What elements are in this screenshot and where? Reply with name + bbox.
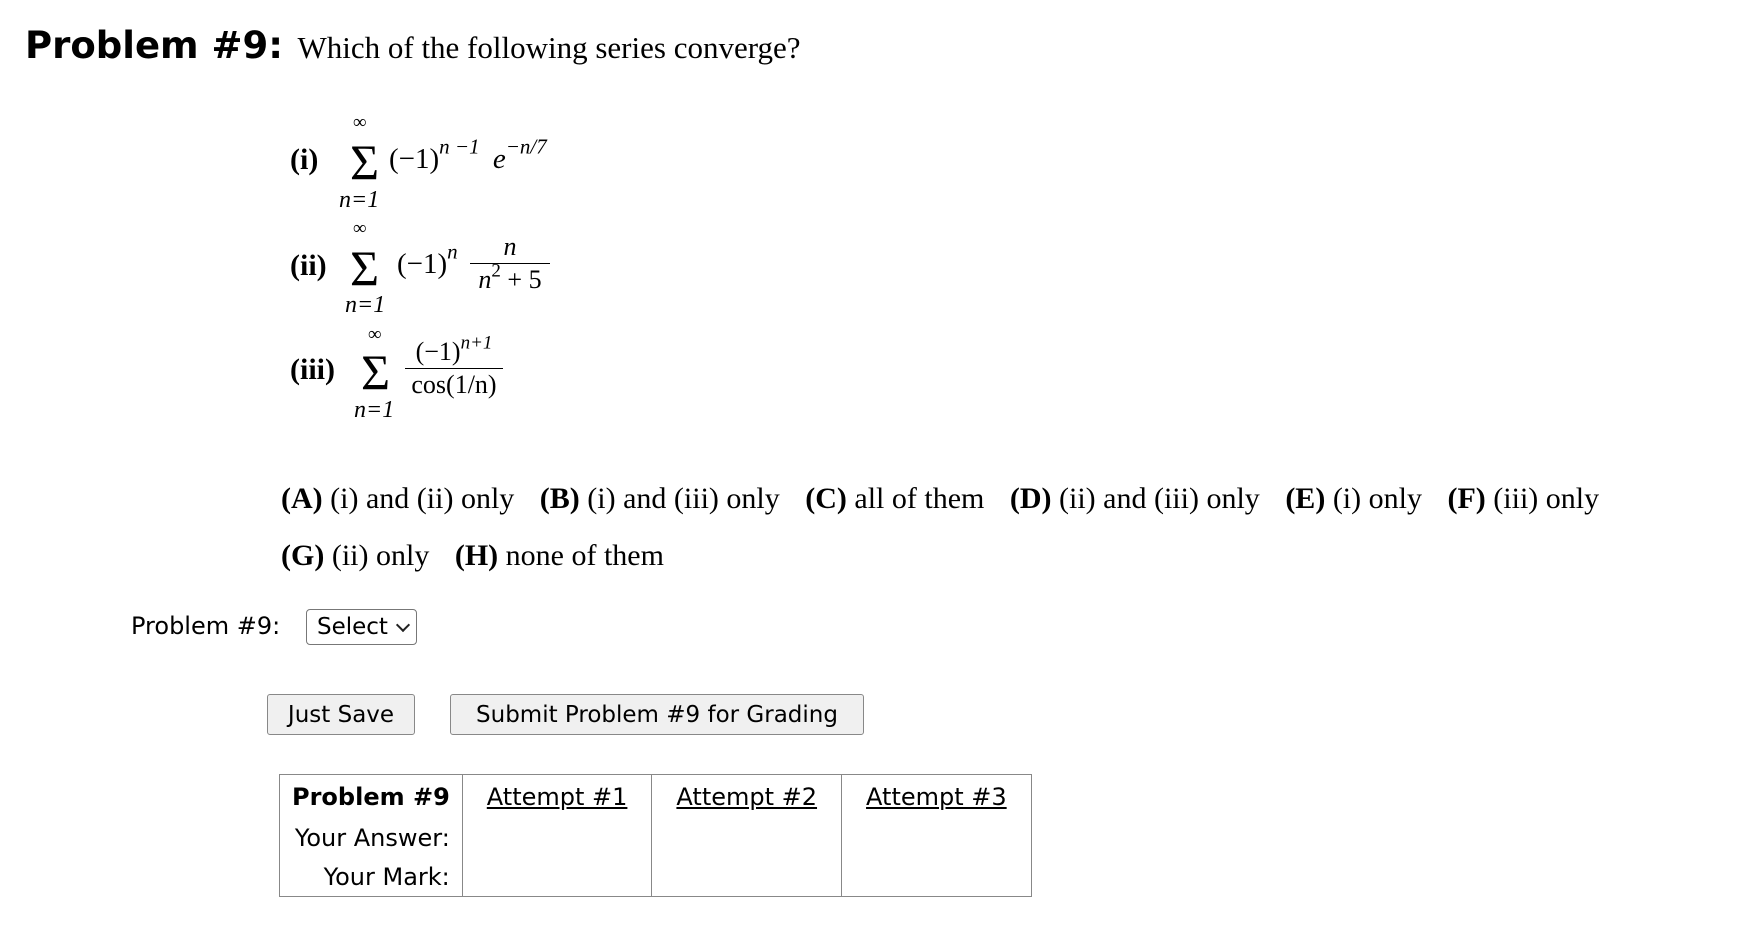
series-i-base: (−1) [389,143,440,175]
attempt-3-link[interactable]: Attempt #3 [866,782,1007,811]
series-ii-lower-limit: n=1 [345,292,386,318]
series-i-term [389,134,547,176]
choice-e: (E) (i) only [1285,482,1422,515]
attempt-3-mark [842,857,1032,897]
answer-select-value: Select [317,614,388,640]
series-iii-num-base: (−1) [415,337,461,366]
series-i-exponent: n −1 [439,134,480,159]
attempt-2-header [652,775,842,819]
series-ii-number: (ii) [290,249,327,282]
series-iii-num-exponent: n+1 [460,332,493,354]
your-answer-row [280,818,1032,857]
series-iii-number: (iii) [290,353,335,386]
series-i-sigma: Σ [350,134,380,190]
submit-grading-button[interactable]: Submit Problem #9 for Grading [450,694,864,735]
series-ii-den-base: n [478,265,492,294]
choices-line-2 [281,539,682,573]
choice-c: (C) all of them [805,482,985,515]
series-ii-base: (−1) [397,248,448,280]
your-mark-row [280,857,1032,897]
series-ii-sigma: Σ [350,240,380,296]
series-ii-term [397,239,458,281]
attempt-1-answer [462,818,652,857]
attempts-table-title: Problem #9 [280,775,463,819]
attempt-1-mark [462,857,652,897]
series-i-upper-limit: ∞ [353,112,367,133]
series-i-number: (i) [290,143,319,176]
series-ii-denominator [470,260,550,295]
attempt-2-mark [652,857,842,897]
your-answer-label: Your Answer: [280,818,463,857]
series-iii-upper-limit: ∞ [368,324,382,345]
series-iii-fraction [405,332,503,400]
choice-d: (D) (ii) and (iii) only [1009,482,1260,515]
series-iii-numerator [405,332,503,369]
attempt-3-header [842,775,1032,819]
problem-label: Problem #9: [25,24,284,67]
series-ii-upper-limit: ∞ [353,218,367,239]
attempt-2-link[interactable]: Attempt #2 [676,782,818,811]
series-ii-numerator: n [470,232,550,264]
attempt-1-link[interactable]: Attempt #1 [486,782,628,811]
problem-heading [25,24,801,67]
series-iii-denominator: cos(1/n) [411,370,497,399]
series-i-lower-limit: n=1 [339,187,380,213]
series-ii-fraction [470,232,550,295]
choice-f: (F) (iii) only [1447,482,1600,515]
choice-g: (G) (ii) only [281,539,430,572]
chevron-down-icon [396,617,410,631]
choice-b: (B) (i) and (iii) only [539,482,780,515]
answer-select[interactable] [306,609,417,645]
choice-h: (H) none of them [454,539,664,572]
series-ii-exponent: n [447,239,458,264]
series-i-e-exponent: −n/7 [505,134,547,159]
attempts-header-row [280,775,1032,819]
answer-label: Problem #9: [131,612,281,640]
series-iii-sigma: Σ [361,344,391,400]
attempt-1-header [462,775,652,819]
choice-a: (A) (i) and (ii) only [281,482,515,515]
series-iii-lower-limit: n=1 [354,397,395,423]
series-ii-den-exponent: 2 [491,260,501,282]
just-save-button[interactable]: Just Save [267,694,415,735]
attempt-3-answer [842,818,1032,857]
attempt-2-answer [652,818,842,857]
series-i-e: e [492,143,506,175]
choices-line-1 [281,482,1599,516]
your-mark-label: Your Mark: [280,857,463,897]
problem-question: Which of the following series converge? [297,30,801,65]
attempts-table [279,774,1032,897]
series-ii-den-tail: + 5 [500,265,542,294]
